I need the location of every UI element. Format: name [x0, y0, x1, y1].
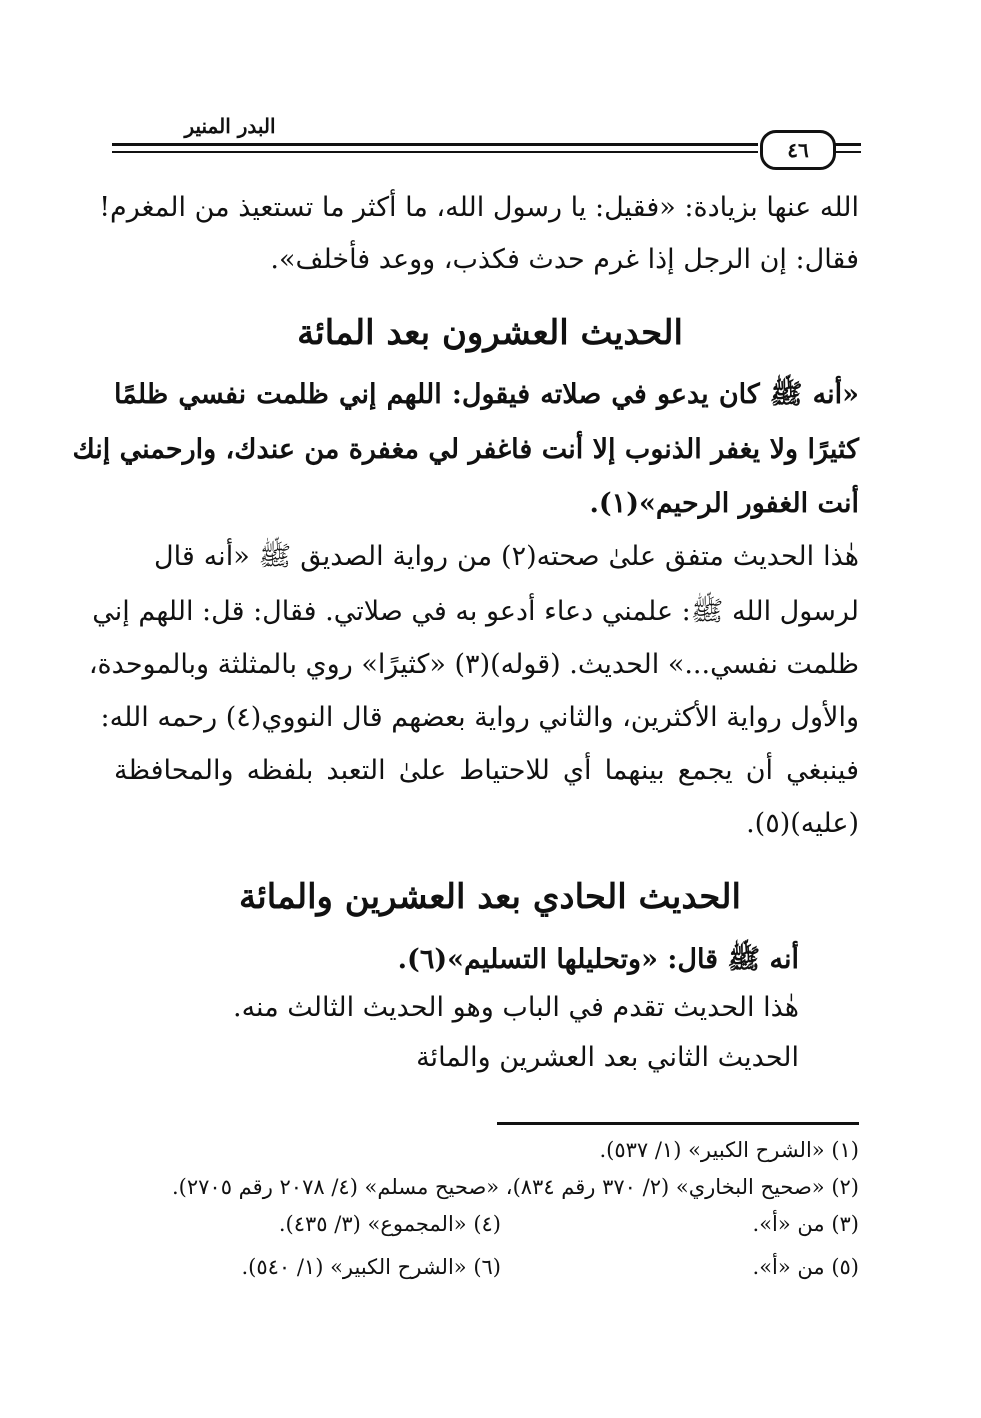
- commentary-line: فينبغي أن يجمع بينهما أي للاحتياط علىٰ التعبد بلفظه والمحافظة: [114, 755, 859, 786]
- commentary-line: لرسول الله ﷺ: علمني دعاء أدعو به في صلاتي. فقال: قل: اللهم إني: [92, 596, 859, 627]
- section-heading: الحديث العشرون بعد المائة: [297, 313, 683, 353]
- footnote: (٥) من «أ».: [752, 1255, 859, 1279]
- page-number: ٤٦: [760, 130, 836, 170]
- footnote: (٦) «الشرح الكبير» (١/ ٥٤٠).: [241, 1255, 501, 1279]
- page-number-rule: [833, 143, 861, 156]
- footnote: (٤) «المجموع» (٣/ ٤٣٥).: [278, 1212, 501, 1236]
- body-line: فقال: إن الرجل إذا غرم حدث فكذب، ووعد فأخلف».: [270, 244, 859, 275]
- commentary-line: هٰذا الحديث متفق علىٰ صحته(٢) من رواية الصديق ﷺ «أنه قال: [154, 541, 860, 572]
- commentary-line: والأول رواية الأكثرين، والثاني رواية بعضهم قال النووي(٤) رحمه الله:: [100, 702, 859, 733]
- commentary-line: (عليه)(٥).: [746, 808, 859, 839]
- footnote: (١) «الشرح الكبير» (١/ ٥٣٧).: [599, 1138, 859, 1162]
- section-heading: الحديث الحادي بعد العشرين والمائة: [239, 877, 741, 917]
- header-double-rule: [112, 143, 758, 156]
- hadith-line: أنه ﷺ قال: «وتحليلها التسليم»(٦).: [397, 944, 799, 975]
- body-line: الله عنها بزيادة: «فقيل: يا رسول الله، ما أكثر ما تستعيذ من المغرم!: [99, 192, 859, 223]
- next-hadith-title: الحديث الثاني بعد العشرين والمائة: [416, 1042, 799, 1073]
- running-header-title: البدر المنير: [184, 114, 276, 138]
- hadith-line: كثيرًا ولا يغفر الذنوب إلا أنت فاغفر لي مغفرة من عندك، وارحمني إنك: [72, 434, 859, 465]
- footnote: (٣) من «أ».: [752, 1212, 859, 1236]
- commentary-line: ظلمت نفسي...» الحديث. (قوله)(٣) «كثيرًا» روي بالمثلثة وبالموحدة،: [88, 649, 859, 680]
- hadith-line: «أنه ﷺ كان يدعو في صلاته فيقول: اللهم إني ظلمت نفسي ظلمًا: [114, 379, 859, 410]
- commentary-line: هٰذا الحديث تقدم في الباب وهو الحديث الثالث منه.: [232, 992, 799, 1023]
- footnote-separator: [497, 1122, 859, 1125]
- hadith-line: أنت الغفور الرحيم»(١).: [589, 488, 859, 519]
- footnote: (٢) «صحيح البخاري» (٢/ ٣٧٠ رقم ٨٣٤)، «صحيح مسلم» (٤/ ٢٠٧٨ رقم ٢٧٠٥).: [172, 1175, 859, 1199]
